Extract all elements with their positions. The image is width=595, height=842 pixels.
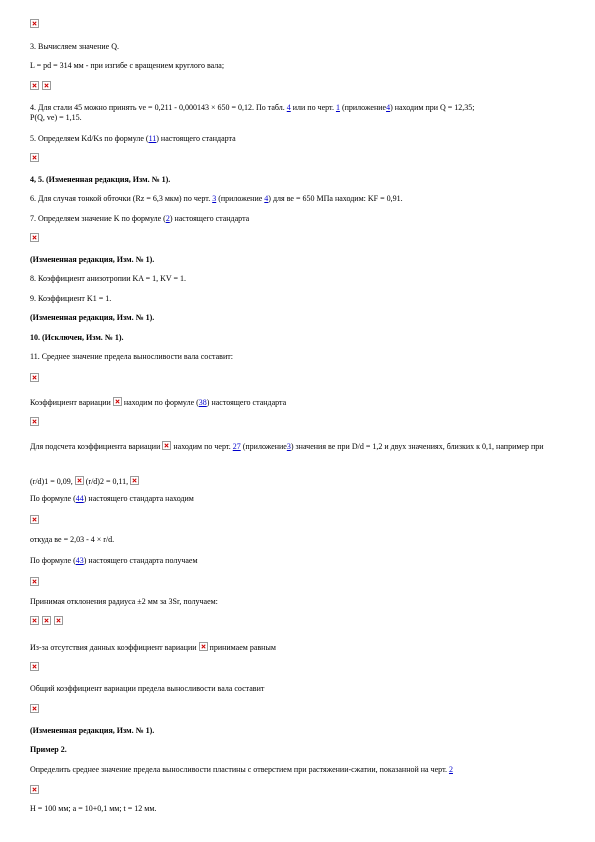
- link-formula[interactable]: 38: [198, 398, 207, 407]
- link-drawing[interactable]: 2: [448, 765, 453, 774]
- para-text: 10. (Исключен, Изм. № 1).: [30, 333, 124, 342]
- image-placeholder-12: [30, 785, 39, 794]
- para-text: (приложение: [341, 103, 387, 112]
- image-placeholder-8: [30, 577, 39, 586]
- para-text: (приложение: [242, 442, 287, 451]
- para-text: находим по формуле (: [123, 398, 199, 407]
- link-drawing[interactable]: 1: [335, 103, 340, 112]
- para-text: 11. Среднее значение предела выносливости вала составит:: [30, 352, 233, 361]
- example-heading: [30, 745, 67, 755]
- link-formula[interactable]: 2: [165, 214, 170, 223]
- image-placeholder-6: [30, 417, 39, 426]
- para-text: ) настоящего стандарта: [206, 398, 287, 407]
- link-formula[interactable]: 11: [148, 134, 157, 143]
- image-placeholder-9b: [42, 616, 51, 625]
- para-text: Принимая отклонения радиуса ±2 мм за 3Sr, получаем:: [30, 597, 218, 606]
- para-text: (приложение: [218, 194, 263, 203]
- revision-note: [30, 313, 154, 323]
- para-step-11: [30, 352, 233, 362]
- para-step-5: [30, 134, 236, 144]
- para-text: ) настоящего стандарта получаем: [83, 556, 198, 565]
- inline-formula-image: [75, 476, 84, 485]
- para-text: Общий коэффициент вариации предела выносливости вала составит: [30, 684, 265, 693]
- para-text: Коэффициент вариации: [30, 398, 111, 407]
- para-values: [30, 476, 141, 487]
- para-text: ) значения ве при D/d = 1,2 и двух значениях, близких к 0,1, например при: [290, 442, 544, 451]
- para-text: (r/d)1 = 0,09,: [30, 477, 73, 486]
- para-step-9: [30, 294, 111, 304]
- image-placeholder-3: [30, 153, 39, 162]
- para-text: (Измененная редакция, Изм. № 1).: [30, 726, 155, 735]
- image-placeholder-4: [30, 233, 39, 242]
- para-step-8: [30, 274, 186, 284]
- para-text: 8. Коэффициент анизотропии KA = 1, KV = 1.: [30, 274, 187, 283]
- image-placeholder-9a: [30, 616, 39, 625]
- para-step-3: [30, 42, 119, 52]
- para-text: находим по черт.: [173, 442, 231, 451]
- image-placeholder-11: [30, 704, 39, 713]
- para-text: 3. Вычисляем значение Q.: [30, 42, 119, 51]
- para-text: 4, 5. (Измененная редакция, Изм. № 1).: [30, 175, 171, 184]
- para-step-7: [30, 214, 249, 224]
- para-step-4: [30, 103, 475, 113]
- para-text: 6. Для случая тонкой обточки (Rz = 6,3 мкм) по черт.: [30, 194, 211, 203]
- para-text: откуда ве = 2,03 - 4 × r/d.: [30, 535, 115, 544]
- para-text: или по черт.: [292, 103, 334, 112]
- para-formula-44: [30, 494, 194, 504]
- para-text: По формуле (: [30, 494, 76, 503]
- link-appendix[interactable]: 3: [286, 442, 291, 451]
- link-formula[interactable]: 44: [75, 494, 84, 503]
- para-text: ) настоящего стандарта: [156, 134, 236, 143]
- image-placeholder-2a: [30, 81, 39, 90]
- para-text: L = pd = 314 мм - при изгибе с вращением круглого вала;: [30, 61, 225, 70]
- para-text: H = 100 мм; а = 10+0,1 мм; t = 12 мм.: [30, 804, 157, 813]
- link-appendix[interactable]: 4: [386, 103, 391, 112]
- para-text: ) находим при Q = 12,35;: [390, 103, 475, 112]
- revision-note: [30, 255, 154, 265]
- para-text: 7. Определяем значение K по формуле (: [30, 214, 166, 223]
- para-step-6: [30, 194, 403, 204]
- para-formula-43: [30, 556, 198, 566]
- image-placeholder-2b: [42, 81, 51, 90]
- para-text: (Измененная редакция, Изм. № 1).: [30, 255, 155, 264]
- para-text: 9. Коэффициент K1 = 1.: [30, 294, 112, 303]
- revision-note: [30, 175, 170, 185]
- inline-formula-image: [130, 476, 139, 485]
- para-text: (r/d)2 = 0,11,: [85, 477, 129, 486]
- para-text: 4. Для стали 45 можно принять ve = 0,211 - 0,000143 × 650 = 0,12. По табл.: [30, 103, 285, 112]
- para-radius: [30, 597, 218, 607]
- image-placeholder-9c: [54, 616, 63, 625]
- para-text: 5. Определяем Kd/Ks по формуле (: [30, 134, 149, 143]
- para-variation-calc: [30, 441, 544, 452]
- para-result: [30, 535, 114, 545]
- link-formula[interactable]: 43: [75, 556, 84, 565]
- para-step-4-cont: [30, 113, 82, 123]
- excluded-note: [30, 333, 124, 343]
- para-dimensions: [30, 804, 156, 814]
- link-appendix[interactable]: 4: [264, 194, 269, 203]
- para-text: По формуле (: [30, 556, 76, 565]
- para-text: ) настоящего стандарта находим: [83, 494, 194, 503]
- para-variation: [30, 397, 286, 408]
- revision-note: [30, 726, 154, 736]
- image-placeholder-7: [30, 515, 39, 524]
- para-text: (Измененная редакция, Изм. № 1).: [30, 313, 155, 322]
- para-text: ) для ве = 650 МПа находим: KF = 0,91.: [268, 194, 403, 203]
- image-placeholder-5: [30, 373, 39, 382]
- link-drawing[interactable]: 27: [232, 442, 241, 451]
- para-text: принимаем равным: [209, 643, 276, 652]
- link-drawing[interactable]: 3: [212, 194, 217, 203]
- link-table[interactable]: 4: [286, 103, 291, 112]
- image-placeholder-10: [30, 662, 39, 671]
- image-placeholder-1: [30, 19, 39, 28]
- para-total-variation: [30, 684, 264, 694]
- inline-formula-image: [199, 642, 208, 651]
- para-example-2: [30, 765, 453, 775]
- para-no-data: [30, 642, 276, 653]
- inline-formula-image: [162, 441, 171, 450]
- para-text: Пример 2.: [30, 745, 67, 754]
- para-length: [30, 61, 224, 71]
- inline-formula-image: [113, 397, 122, 406]
- para-text: Определить среднее значение предела выносливости пластины с отверстием при растяжении-сжатии, показанной на черт.: [30, 765, 447, 774]
- para-text: ) настоящего стандарта: [169, 214, 250, 223]
- para-text: P(Q, ve) = 1,15.: [30, 113, 82, 122]
- para-text: Для подсчета коэффициента вариации: [30, 442, 161, 451]
- para-text: Из-за отсутствия данных коэффициент вариации: [30, 643, 197, 652]
